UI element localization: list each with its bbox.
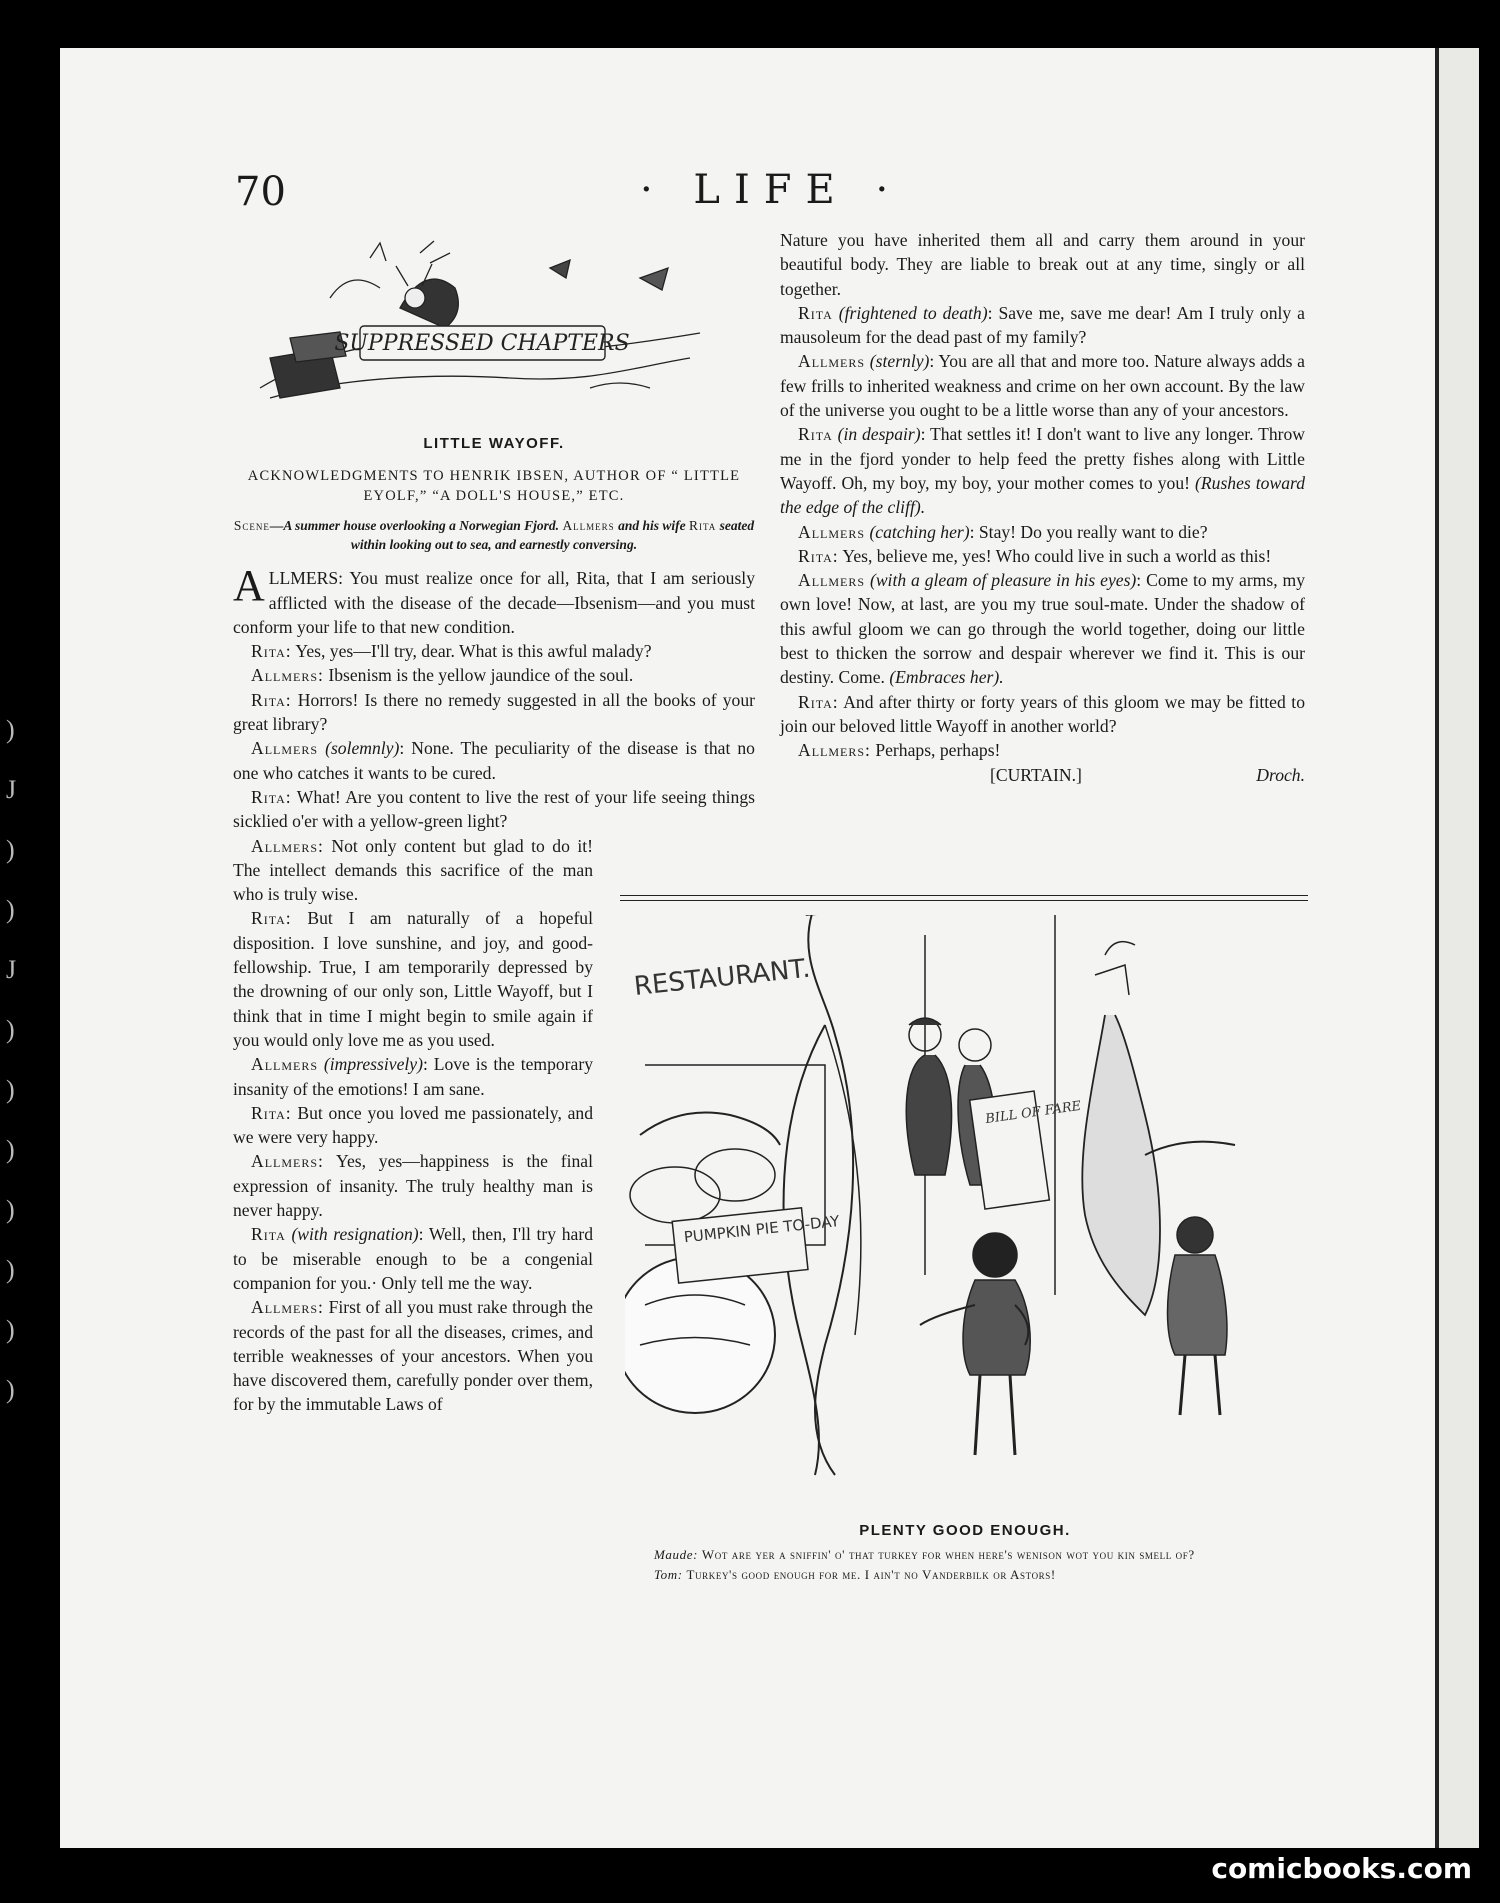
dialogue-text: : You are all that and more too. Nature always adds a few frills to inherited weakness and crime on her own account. By the law of the universe you ought to be a little worse than any of your ancestors. [780, 351, 1305, 421]
dialogue-text: : Come to my arms, my own love! Now, at last, are you my true soul-mate. Under the shadow of this awful gloom we can go through the world together, doing our little best to thicken the sorrow and despair wherever we find it. This is our destiny. Come. [780, 570, 1306, 688]
dialogue-line [233, 688, 755, 737]
speaker-name: Allmers: [251, 1297, 324, 1318]
dialogue-line [780, 228, 1305, 301]
curtain-signoff [780, 763, 1305, 787]
cartoon-title: PLENTY GOOD ENOUGH. [859, 1522, 1071, 1539]
article-title: LITTLE WAYOFF. [423, 435, 565, 452]
stage-direction: (impressively) [318, 1054, 423, 1075]
dialogue-line [780, 568, 1305, 689]
dialogue-line [233, 561, 755, 639]
dialogue-text: : Save me, save me dear! Am I truly only a mausoleum for the dead past of my family? [780, 302, 1305, 348]
stage-direction: (Embraces her). [889, 667, 1004, 688]
curtain-label: [CURTAIN.] [990, 764, 1082, 785]
speaker-name: Allmers: [251, 1151, 324, 1172]
speaker-name: Rita: [251, 908, 292, 929]
stage-direction: (in despair) [832, 424, 921, 445]
gutter-bleed-marks: ) J ) ) J ) ) ) ) ) ) ) [6, 715, 17, 1404]
scene-direction: Scene—A summer house overlooking a Norwegian Fjord. Allmers and his wife Rita seated within looking out to sea, and earnestly conversing. [233, 518, 755, 553]
stage-direction: (with a gleam of pleasure in his eyes) [865, 570, 1137, 591]
speaker-name: Allmers [251, 738, 319, 759]
speaker-name: Rita [798, 424, 833, 445]
dialogue-line [780, 544, 1305, 568]
dialogue-line [780, 520, 1305, 544]
drop-cap: A [233, 561, 265, 611]
stage-direction: (catching her) [865, 521, 970, 542]
dialogue-text: : None. The peculiarity of the disease is that no one who catches it wants to be cured. [233, 738, 755, 783]
dialogue-text: : Stay! Do you really want to die? [969, 521, 1208, 542]
dialogue-line [233, 1222, 593, 1295]
dialogue-text: LLMERS: You must realize once for all, Rita, that I am seriously afflicted with the disease of the decade—Ibsenism—and you must conform your life to that new condition. [233, 568, 755, 637]
dialogue-text: Ibsenism is the yellow jaundice of the soul. [323, 665, 634, 686]
speaker-name: Rita: [251, 689, 292, 710]
stage-direction: (Rushes toward the edge of the cliff). [780, 472, 1306, 518]
article-acknowledgment: ACKNOWLEDGMENTS TO HENRIK IBSEN, AUTHOR OF “ LITTLE EYOLF,” “A DOLL'S HOUSE,” ETC. [247, 468, 741, 505]
dialogue-text: Yes, yes—happiness is the final expression of insanity. The truly healthy man is never happy. [233, 1151, 593, 1221]
dialogue-line [233, 906, 593, 1052]
article-right-column [780, 228, 1305, 787]
dialogue-line [233, 1101, 593, 1150]
double-rule [620, 895, 1308, 901]
adjacent-page-edge [1435, 48, 1479, 1848]
speaker-name: Rita [798, 302, 833, 323]
dialogue-text: First of all you must rake through the records of the past for all the diseases, crimes, and terrible weaknesses of your ancestors. When you have discovered them, carefully ponder over them, for by the immutable Laws of [233, 1297, 593, 1415]
dialogue-text: Yes, believe me, yes! Who could live in such a world as this! [838, 545, 1272, 566]
speaker-name: Allmers [251, 1054, 319, 1075]
bill-of-fare-sign: BILL OF FARE [984, 1098, 1083, 1128]
page-header [175, 122, 1325, 215]
dialogue-line [233, 1052, 593, 1101]
dialogue-line [233, 834, 593, 907]
speaker-name: Allmers [798, 521, 866, 542]
pumpkin-pie-sign: PUMPKIN PIE TO-DAY [682, 1212, 841, 1247]
dialogue-text: Perhaps, perhaps! [870, 740, 1001, 761]
speaker-name: Rita [251, 1224, 286, 1245]
right-dialogue [780, 228, 1305, 763]
dialogue-text: What! Are you content to live the rest of your life seeing things sicklied o'er with a yellow-green light? [233, 786, 755, 832]
maude-line: Maude: Wot are yer a sniffin' o' that turkey for when here's wenison wot you kin smell of? [654, 1547, 1195, 1562]
dialogue-line [233, 663, 755, 687]
dialogue-text: Nature you have inherited them all and carry them around in your beautiful body. They are liable to break out at any time, singly or all together. [780, 230, 1305, 299]
suppressed-chapters-banner [250, 238, 710, 408]
dialogue-line [780, 690, 1305, 739]
magazine-title: · LIFE · [640, 167, 903, 213]
dialogue-line [233, 736, 755, 785]
speaker-name: Rita: [798, 545, 839, 566]
speaker-name: Rita: [251, 1102, 292, 1123]
page-number: 70 [235, 169, 286, 215]
dialogue-line [780, 349, 1305, 422]
speaker-name: Allmers: [251, 835, 324, 856]
stage-direction: (with resignation) [285, 1224, 419, 1245]
dialogue-text: Horrors! Is there no remedy suggested in all the books of your great library? [233, 689, 755, 735]
speaker-name: Allmers [798, 570, 866, 591]
dialogue-text: : Well, then, I'll try hard to be miserable enough to be a congenial companion for you.· Only tell me the way. [233, 1224, 593, 1293]
speaker-name: Allmers [798, 351, 866, 372]
dialogue-text: But I am naturally of a hopeful disposition. I love sunshine, and joy, and good-fellowship. True, I am temporarily depressed by the drowning of our only son, Little Wayoff, but I think that in time I might begin to smile again if you would only love me as you used. [233, 908, 593, 1050]
stage-direction: (sternly) [865, 351, 930, 372]
dialogue-line [233, 639, 755, 663]
restaurant-sign: RESTAURANT. [632, 953, 812, 1002]
speaker-name: Rita: [251, 786, 292, 807]
site-watermark: comicbooks.com [1211, 1852, 1472, 1885]
dialogue-line [780, 422, 1305, 519]
dialogue-text: : Love is the temporary insanity of the emotions! I am sane. [233, 1054, 593, 1099]
dialogue-line [233, 1149, 593, 1222]
speaker-name: Rita: [798, 691, 839, 712]
dialogue-text: And after thirty or forty years of this gloom we may be fitted to join our beloved little Wayoff in another world? [780, 691, 1305, 736]
speaker-name: Allmers: [251, 665, 324, 686]
speaker-name: Rita: [251, 641, 292, 662]
speaker-name: Allmers: [798, 740, 871, 761]
plenty-good-enough-cartoon [625, 915, 1305, 1515]
dialogue-line [780, 301, 1305, 350]
dialogue-text: Not only content but glad to do it! The intellect demands this sacrifice of the man who is truly wise. [233, 835, 593, 905]
stage-direction: (solemnly) [318, 738, 400, 759]
dialogue-text: : That settles it! I don't want to live any longer. Throw me in the fjord yonder to help feed the pretty fishes along with Little Wayoff. Oh, my boy, my boy, your mother comes to you! [780, 424, 1305, 493]
author-signature: Droch. [1256, 764, 1305, 785]
stage-direction: (frightened to death) [832, 302, 988, 323]
dialogue-line [780, 738, 1305, 762]
banner-lettering: SUPPRESSED CHAPTERS [334, 331, 630, 356]
dialogue-text: Yes, yes—I'll try, dear. What is this awful malady? [291, 641, 652, 662]
dialogue-line [233, 1295, 593, 1416]
dialogue-text: But once you loved me passionately, and we were very happy. [233, 1102, 593, 1148]
cartoon-caption [620, 1545, 1310, 1585]
tom-line: Tom: Turkey's good enough for me. I ain't no Vanderbilk or Astors! [654, 1567, 1056, 1582]
dialogue-line [233, 785, 755, 834]
